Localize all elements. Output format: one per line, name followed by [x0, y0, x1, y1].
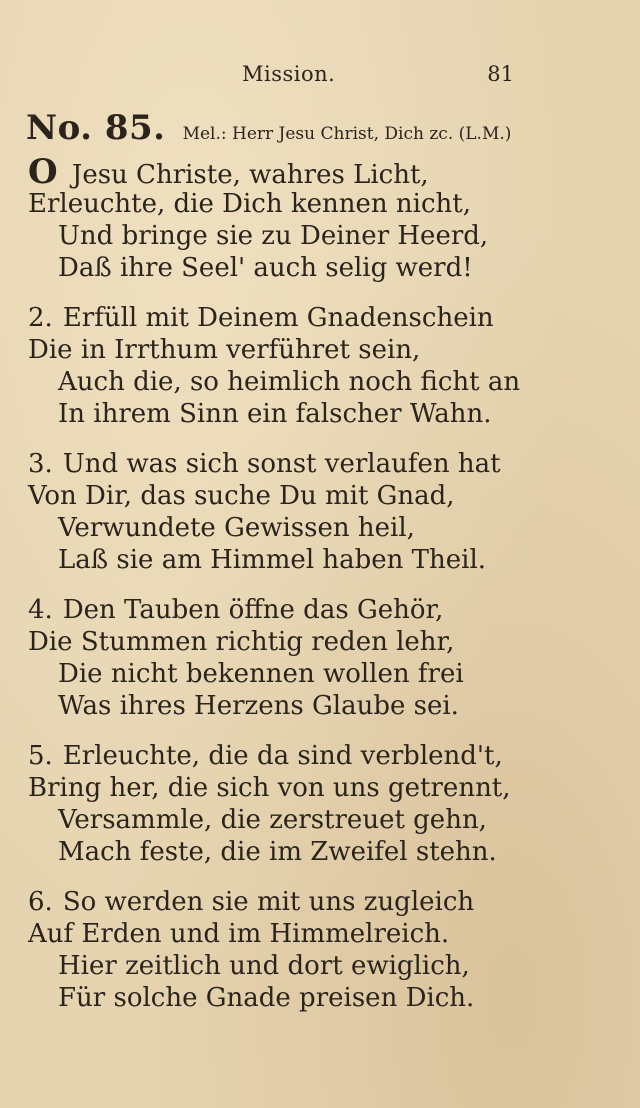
- page-number: 81: [487, 62, 514, 86]
- verse-line: [0, 152, 640, 192]
- verse-line: [0, 302, 640, 334]
- verse-line: Was ihres Herzens Glaube sei.: [58, 691, 459, 721]
- running-head: [0, 62, 640, 92]
- verse-number: 3.: [28, 449, 53, 479]
- hymn-header: [26, 108, 626, 152]
- verse-line: Für solche Gnade preisen Dich.: [58, 983, 475, 1013]
- verse-line: [0, 886, 640, 918]
- initial-letter: O: [28, 152, 58, 192]
- verse-line: Und bringe sie zu Deiner Heerd,: [58, 221, 489, 251]
- verse-line-text: Erleuchte, die da sind verblend't,: [62, 741, 503, 771]
- verse-line: Erleuchte, die Dich kennen nicht,: [28, 189, 471, 219]
- verse-line: Laß sie am Himmel haben Theil.: [58, 545, 487, 575]
- verse-4: [0, 594, 640, 722]
- verse-line: In ihrem Sinn ein falscher Wahn.: [58, 399, 492, 429]
- verse-line: Mach feste, die im Zweifel stehn.: [58, 837, 497, 867]
- verse-line: Die nicht bekennen wollen frei: [58, 659, 464, 689]
- verse-line: Versammle, die zerstreuet gehn,: [58, 805, 487, 835]
- verses: [0, 152, 640, 1032]
- verse-6: [0, 886, 640, 1014]
- verse-line: Die Stummen richtig reden lehr,: [28, 627, 455, 657]
- verse-2: [0, 302, 640, 430]
- verse-5: [0, 740, 640, 868]
- verse-number: 4.: [28, 595, 53, 625]
- verse-line: Daß ihre Seel' auch selig werd!: [58, 253, 473, 283]
- verse-number: 6.: [28, 887, 53, 917]
- verse-3: [0, 448, 640, 576]
- verse-line-text: Jesu Christe, wahres Licht,: [63, 160, 429, 190]
- melody-reference: Mel.: Herr Jesu Christ, Dich zc. (L.M.): [182, 124, 512, 144]
- verse-line-text: Den Tauben öffne das Gehör,: [62, 595, 444, 625]
- verse-line: [0, 594, 640, 626]
- verse-line-text: Und was sich sonst verlaufen hat: [62, 449, 501, 479]
- verse-line-text: Erfüll mit Deinem Gnadenschein: [62, 303, 494, 333]
- verse-line: [0, 740, 640, 772]
- verse-number: 5.: [28, 741, 53, 771]
- verse-line: Bring her, die sich von uns getrennt,: [28, 773, 511, 803]
- hymn-number: No. 85.: [26, 108, 166, 148]
- section-title: Mission.: [242, 62, 336, 86]
- verse-number: 2.: [28, 303, 53, 333]
- verse-line-text: So werden sie mit uns zugleich: [62, 887, 475, 917]
- verse-1: [0, 152, 640, 284]
- verse-line: Von Dir, das suche Du mit Gnad,: [28, 481, 455, 511]
- verse-line: Verwundete Gewissen heil,: [58, 513, 415, 543]
- verse-line: [0, 448, 640, 480]
- verse-line: Hier zeitlich und dort ewiglich,: [58, 951, 470, 981]
- verse-line: Die in Irrthum verführet sein,: [28, 335, 421, 365]
- verse-line: Auf Erden und im Himmelreich.: [28, 919, 450, 949]
- verse-line: Auch die, so heimlich noch ficht an: [58, 367, 521, 397]
